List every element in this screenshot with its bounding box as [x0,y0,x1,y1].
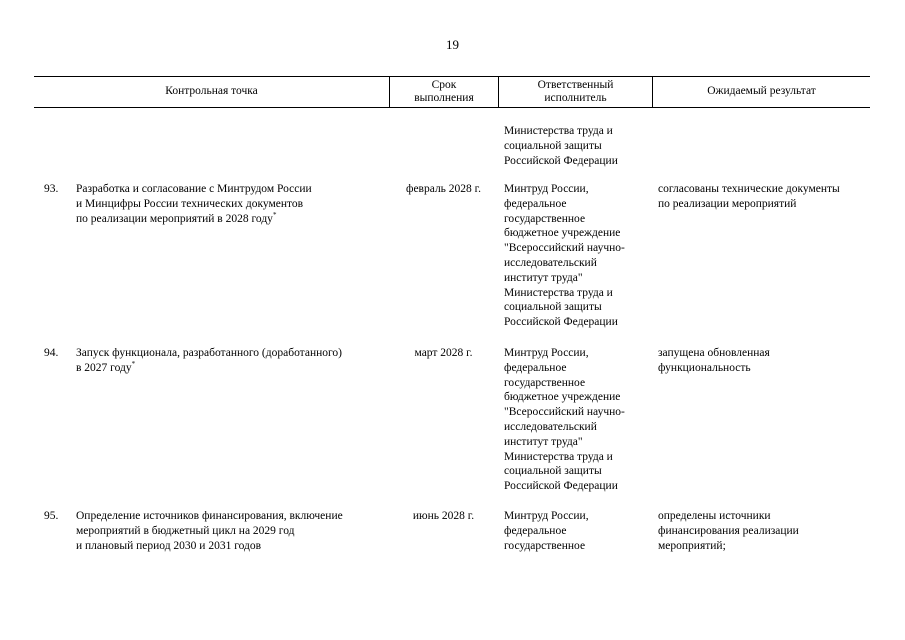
row-control-point [76,509,386,553]
row-footnote-mark: * [272,210,277,219]
continuation-responsible: Министерства труда и социальной защиты Российской Федерации [504,125,618,167]
row-deadline: февраль 2028 г. [406,183,481,195]
header-deadline-label: Срок выполнения [414,78,474,104]
row-footnote-mark: * [131,359,136,368]
row-deadline: июнь 2028 г. [412,510,475,522]
header-expected-result [653,76,870,107]
table-header-bottom-border [34,107,870,108]
row-responsible: Минтруд России, федеральное государственное бюджетное учреждение "Всероссийский научно- исследовательский институт труда" Министерства труда и социальной защиты Российской Федерации [504,347,625,493]
row-control-point-text: Запуск функционала, разработанного (доработанного) в 2027 году [76,347,343,374]
header-deadline [390,76,498,107]
row-deadline: март 2028 г. [414,347,473,359]
row-number: 95. [44,510,59,522]
row-number: 94. [44,347,59,359]
header-expected-result-label: Ожидаемый результат [707,85,816,97]
row-responsible: Минтруд России, федеральное государственное бюджетное учреждение "Всероссийский научно- исследовательский институт труда" Министерства труда и социальной защиты Российской Федерации [504,183,625,329]
row-responsible: Минтруд России, федеральное государственное [504,510,589,552]
header-control-point [34,76,389,107]
row-result: согласованы технические документы по реализации мероприятий [658,183,840,210]
row-control-point [76,182,386,226]
row-control-point-text: Определение источников финансирования, включение мероприятий в бюджетный цикл на 2029 год и плановый период 2030 и 2031 годов [76,510,343,552]
row-result: запущена обновленная функциональность [658,347,770,374]
header-responsible [499,76,652,107]
page-number: 19 [446,37,459,52]
row-control-point [76,346,386,376]
row-number: 93. [44,183,59,195]
header-control-point-label: Контрольная точка [165,85,258,97]
row-control-point-text: Разработка и согласование с Минтрудом России и Минцифры России технических документов по реализации мероприятий в 2028 году [76,183,312,225]
header-responsible-label: Ответственный исполнитель [537,78,614,104]
row-result: определены источники финансирования реализации мероприятий; [658,510,799,552]
